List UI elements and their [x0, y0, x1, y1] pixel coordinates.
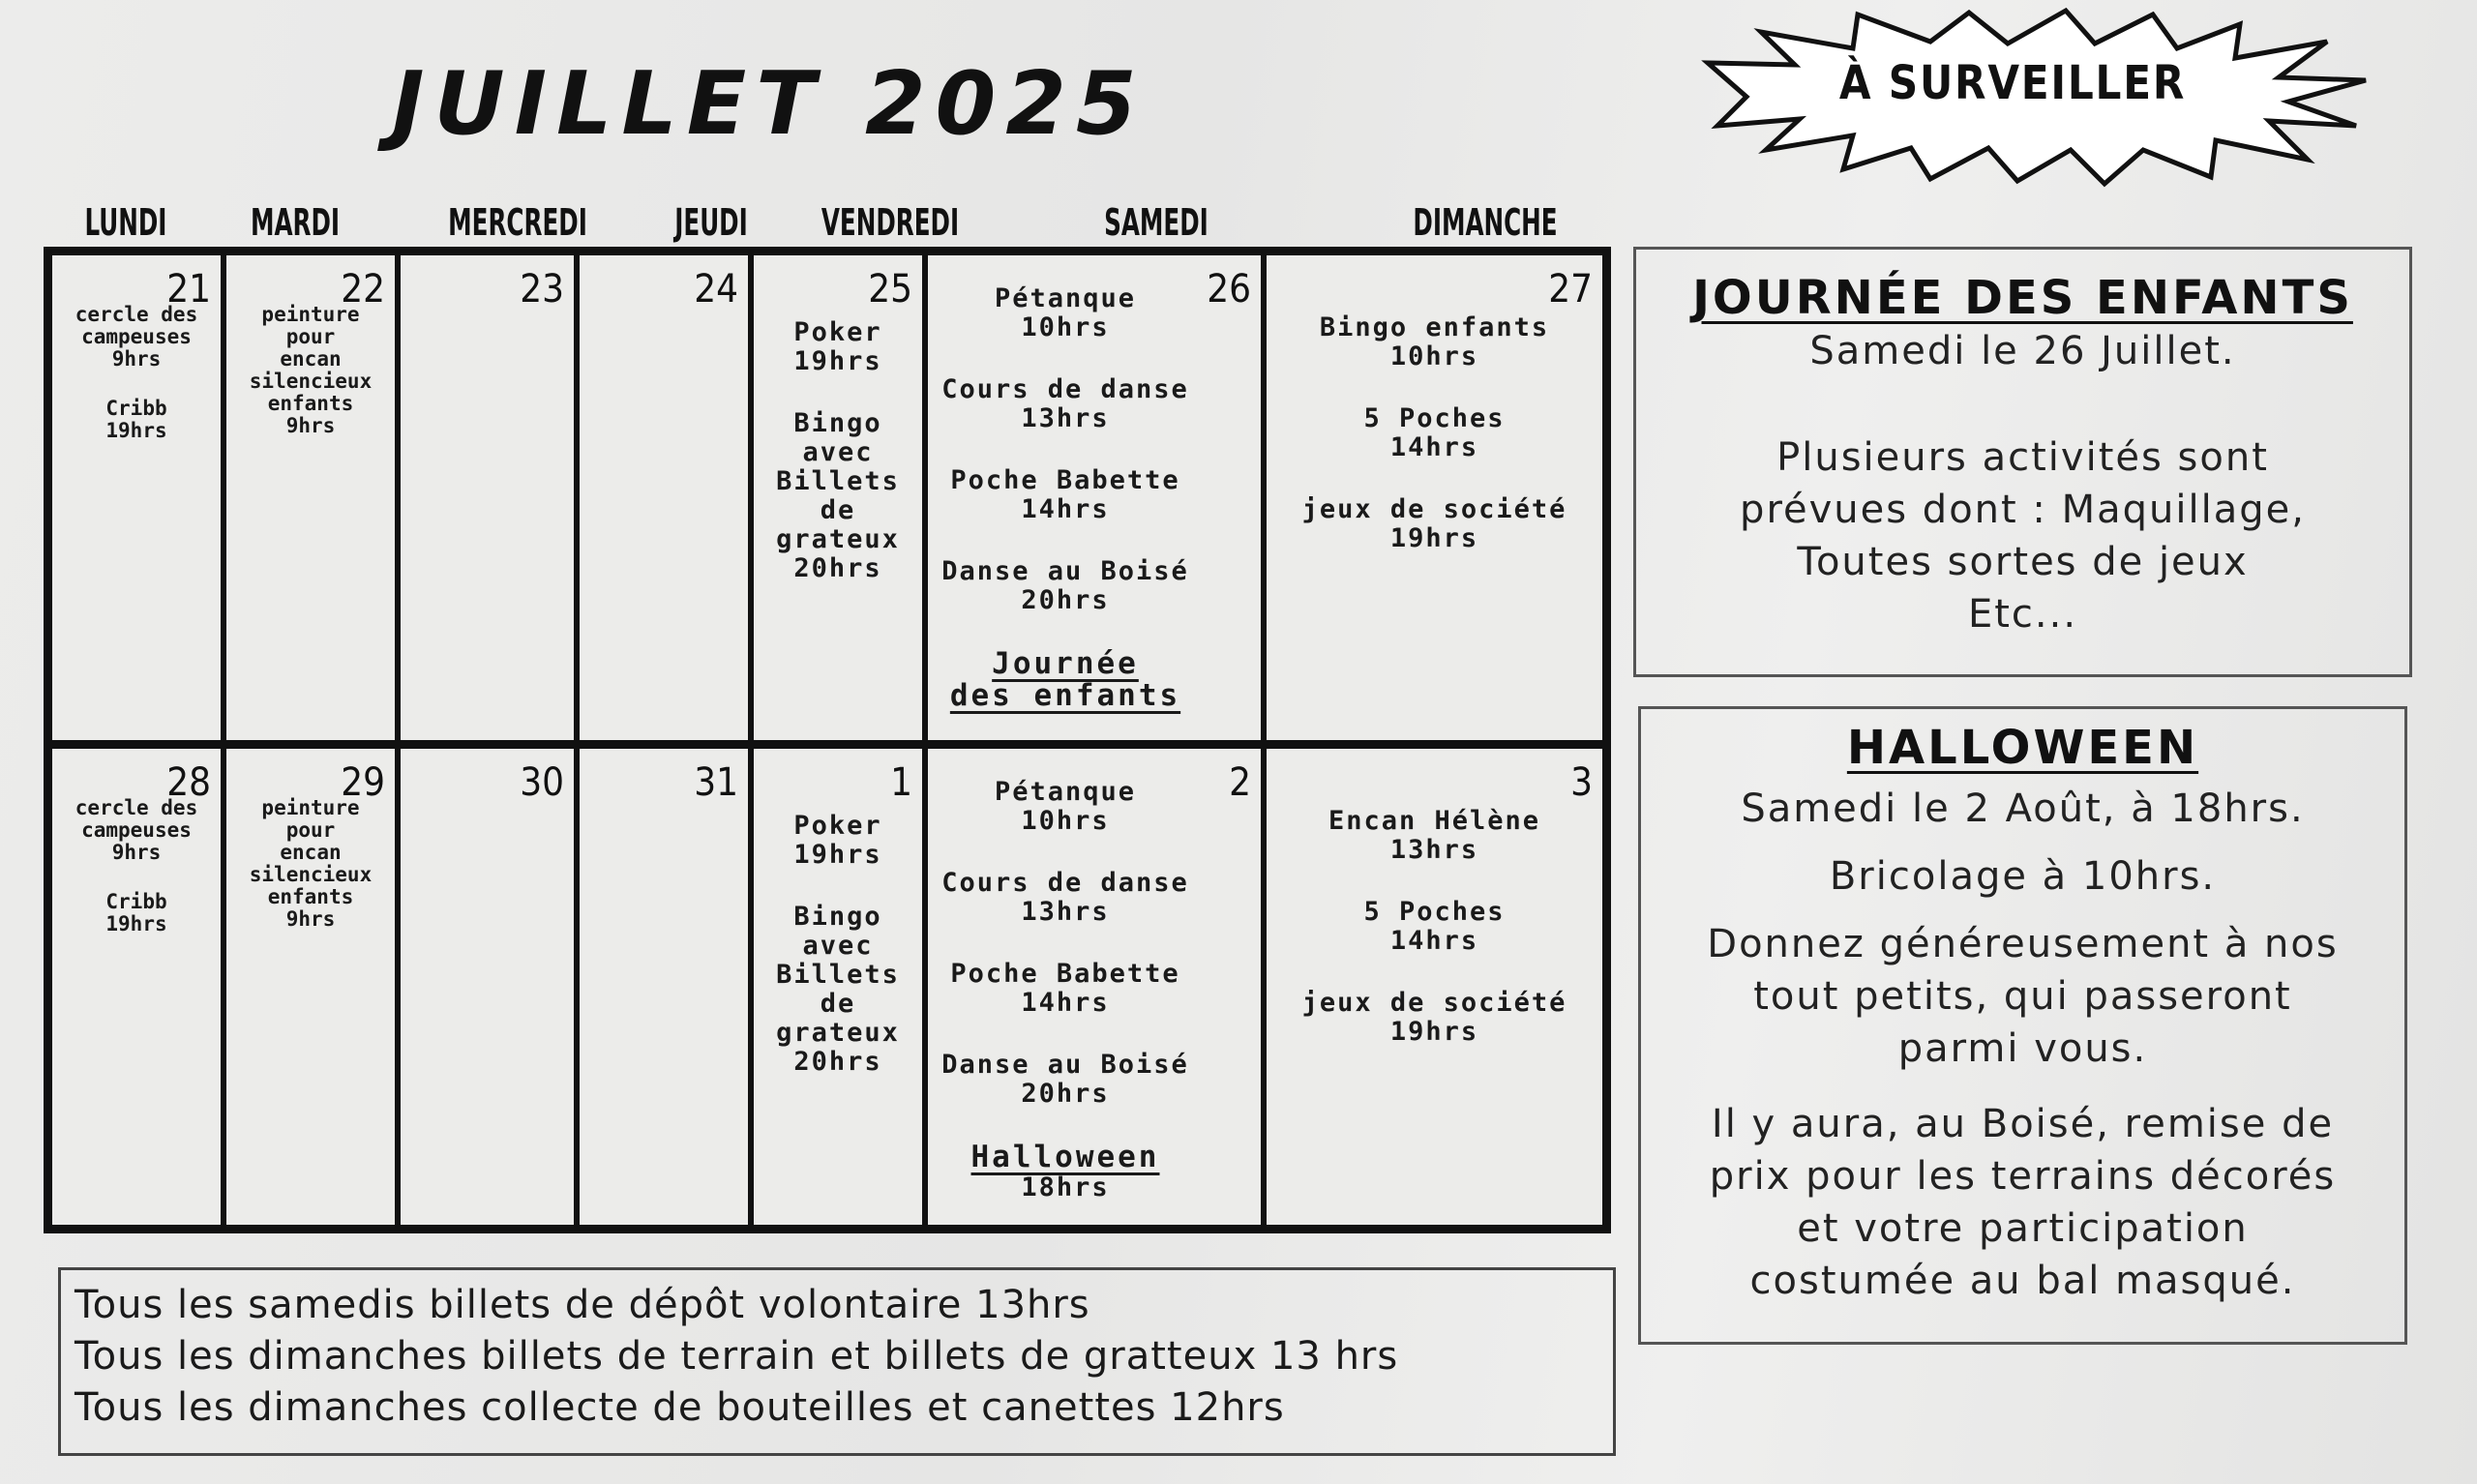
day-events — [928, 284, 1261, 712]
kids-day-title: JOURNÉE DES ENFANTS — [1692, 271, 2353, 325]
event-line: 14hrs — [1389, 432, 1479, 462]
kids-day-line: Plusieurs activités sont — [1776, 435, 2269, 480]
day-number: 1 — [890, 760, 912, 805]
day-events — [52, 304, 221, 442]
event-line: 9hrs — [285, 907, 336, 931]
halloween-date: Samedi le 2 Août, à 18hrs. — [1741, 787, 2305, 831]
day-name-thursday: JEUDI — [674, 201, 748, 244]
day-number: 2 — [1229, 760, 1251, 805]
day-number: 3 — [1570, 760, 1593, 805]
event-line: 13hrs — [1021, 403, 1110, 433]
event-line: encan — [280, 347, 342, 371]
event-line: Poker — [793, 811, 882, 841]
halloween-para2-line: costumée au bal masqué. — [1749, 1259, 2296, 1303]
event-line: Pétanque — [994, 777, 1137, 807]
day-events — [754, 318, 922, 583]
event-line: 20hrs — [1021, 1079, 1110, 1109]
event-line: avec — [802, 931, 874, 961]
kids-day-box — [1633, 247, 2412, 677]
day-number: 24 — [694, 267, 738, 312]
event-line: grateux — [776, 1018, 900, 1048]
day-name-saturday: SAMEDI — [1104, 201, 1209, 244]
halloween-para1-line: tout petits, qui passeront — [1753, 974, 2292, 1019]
event-line: cercle des — [75, 796, 198, 819]
day-number: 22 — [341, 267, 385, 312]
day-cell-friday — [754, 255, 928, 740]
day-cell-sunday — [1267, 255, 1602, 740]
day-number: 27 — [1548, 267, 1593, 312]
event-line: avec — [802, 437, 874, 467]
event-line: 13hrs — [1021, 897, 1110, 927]
day-events — [1267, 807, 1602, 1047]
event-line: Poche Babette — [950, 465, 1180, 495]
event-line: Bingo — [793, 408, 882, 438]
day-cell-monday — [52, 749, 226, 1226]
event-line: Billets — [776, 466, 900, 496]
day-cell-monday — [52, 255, 226, 740]
day-events — [754, 812, 922, 1077]
note-line: Tous les dimanches collecte de bouteilles et canettes 12hrs — [75, 1385, 1285, 1430]
event-line: 19hrs — [105, 912, 167, 935]
event-line: jeux de société — [1301, 988, 1567, 1018]
calendar-grid — [44, 247, 1611, 1233]
event-line: enfants — [267, 392, 354, 415]
event-line: 9hrs — [285, 414, 336, 437]
event-highlight: Journée — [992, 646, 1139, 681]
halloween-para2-line: et votre participation — [1797, 1206, 2249, 1251]
note-line: Tous les samedis billets de dépôt volontaire 13hrs — [75, 1283, 1090, 1327]
halloween-title: HALLOWEEN — [1846, 721, 2199, 775]
event-line: 14hrs — [1021, 988, 1110, 1018]
day-number: 25 — [868, 267, 912, 312]
day-number: 31 — [694, 760, 738, 805]
event-highlight-time: 18hrs — [1021, 1172, 1110, 1202]
day-cell-thursday — [580, 255, 754, 740]
halloween-para1-line: Donnez généreusement à nos — [1707, 922, 2339, 966]
day-number: 21 — [166, 267, 211, 312]
event-line: 10hrs — [1021, 806, 1110, 836]
event-line: 20hrs — [1021, 585, 1110, 615]
day-cell-tuesday — [226, 255, 401, 740]
event-line: 19hrs — [105, 419, 167, 442]
event-line: 14hrs — [1021, 494, 1110, 524]
event-line: 19hrs — [793, 346, 882, 376]
event-line: cercle des — [75, 303, 198, 326]
event-line: enfants — [267, 885, 354, 908]
event-line: Danse au Boisé — [941, 556, 1189, 586]
event-highlight: Halloween — [970, 1140, 1160, 1174]
event-line: Cribb — [105, 397, 167, 420]
halloween-para2-line: prix pour les terrains décorés — [1709, 1154, 2337, 1199]
event-line: grateux — [776, 524, 900, 554]
event-line: Poche Babette — [950, 959, 1180, 989]
day-name-friday: VENDREDI — [821, 201, 960, 244]
day-events — [928, 778, 1261, 1202]
event-line: 20hrs — [793, 553, 882, 583]
event-line: 14hrs — [1389, 926, 1479, 956]
day-name-tuesday: MARDI — [250, 201, 341, 244]
day-cell-wednesday — [401, 255, 580, 740]
event-line: 19hrs — [793, 840, 882, 870]
calendar-week — [52, 255, 1602, 749]
event-line: peinture — [261, 796, 360, 819]
event-line: campeuses — [81, 818, 192, 842]
note-line: Tous les dimanches billets de terrain et billets de gratteux 13 hrs — [75, 1334, 1399, 1379]
event-line: Cours de danse — [941, 374, 1189, 404]
event-line: 5 Poches — [1363, 403, 1506, 433]
event-line: jeux de société — [1301, 494, 1567, 524]
day-cell-thursday — [580, 749, 754, 1226]
day-cell-saturday — [928, 255, 1267, 740]
event-line: 5 Poches — [1363, 897, 1506, 927]
event-line: Bingo — [793, 902, 882, 932]
day-number: 23 — [520, 267, 564, 312]
calendar-title: JUILLET 2025 — [392, 53, 1147, 155]
event-line: campeuses — [81, 325, 192, 348]
event-line: Pétanque — [994, 283, 1137, 313]
day-number: 28 — [166, 760, 211, 805]
day-cell-sunday — [1267, 749, 1602, 1226]
event-line: Bingo enfants — [1319, 312, 1550, 342]
event-line: 10hrs — [1389, 341, 1479, 371]
kids-day-line: Etc... — [1967, 592, 2078, 637]
kids-day-line: prévues dont : Maquillage, — [1740, 488, 2306, 532]
day-number: 29 — [341, 760, 385, 805]
event-line: 19hrs — [1389, 523, 1479, 553]
event-line: pour — [285, 325, 336, 348]
halloween-para2-line: Il y aura, au Boisé, remise de — [1711, 1102, 2335, 1146]
event-highlight: des enfants — [949, 678, 1181, 713]
event-line: 10hrs — [1021, 312, 1110, 342]
halloween-para1-line: parmi vous. — [1897, 1026, 2148, 1071]
event-line: 9hrs — [111, 841, 162, 864]
event-line: Billets — [776, 960, 900, 990]
day-cell-saturday — [928, 749, 1267, 1226]
day-cell-tuesday — [226, 749, 401, 1226]
recurring-notes — [58, 1267, 1616, 1456]
event-line: pour — [285, 818, 336, 842]
event-line: 19hrs — [1389, 1017, 1479, 1047]
day-events — [1267, 313, 1602, 553]
day-name-sunday: DIMANCHE — [1413, 201, 1558, 244]
event-line: encan — [280, 841, 342, 864]
event-line: silencieux — [249, 370, 373, 393]
day-events — [52, 797, 221, 935]
event-line: 20hrs — [793, 1047, 882, 1077]
day-cell-friday — [754, 749, 928, 1226]
day-number: 26 — [1207, 267, 1251, 312]
calendar-week — [52, 749, 1602, 1226]
kids-day-line: Toutes sortes de jeux — [1797, 540, 2249, 584]
event-line: Encan Hélène — [1328, 806, 1541, 836]
day-name-wednesday: MERCREDI — [448, 201, 587, 244]
event-line: 9hrs — [111, 347, 162, 371]
event-line: de — [820, 989, 856, 1019]
event-line: peinture — [261, 303, 360, 326]
day-events — [226, 304, 395, 437]
watch-label: À SURVEILLER — [1838, 56, 2187, 110]
kids-day-date: Samedi le 26 Juillet. — [1809, 329, 2236, 373]
day-events — [226, 797, 395, 931]
day-cell-wednesday — [401, 749, 580, 1226]
event-line: Poker — [793, 317, 882, 347]
event-line: de — [820, 495, 856, 525]
day-name-monday: LUNDI — [84, 201, 167, 244]
event-line: Cribb — [105, 890, 167, 913]
day-number: 30 — [520, 760, 564, 805]
event-line: 13hrs — [1389, 835, 1479, 865]
halloween-crafts: Bricolage à 10hrs. — [1829, 854, 2217, 899]
event-line: Danse au Boisé — [941, 1050, 1189, 1080]
event-line: Cours de danse — [941, 868, 1189, 898]
halloween-box — [1638, 706, 2407, 1345]
event-line: silencieux — [249, 863, 373, 886]
